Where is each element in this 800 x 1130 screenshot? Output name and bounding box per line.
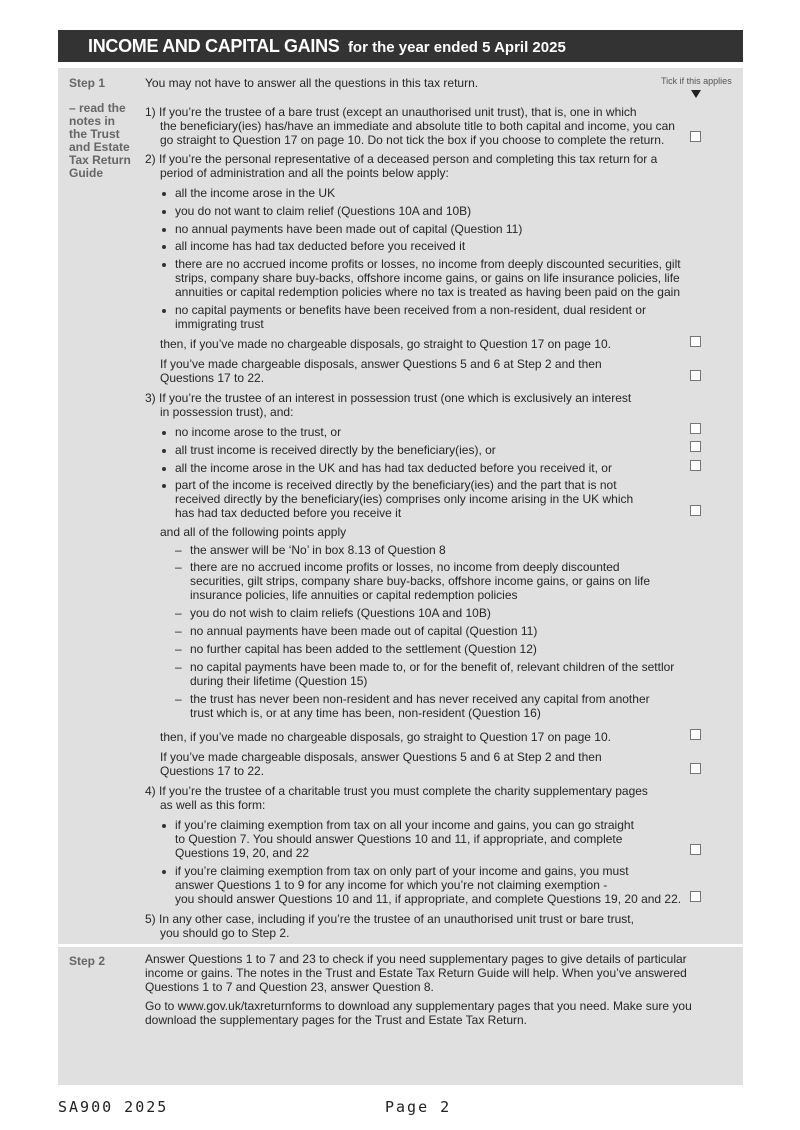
- q2-disposals-tick-box[interactable]: [690, 370, 701, 381]
- q3-bullet: no income arose to the trust, or: [175, 425, 342, 439]
- q3-and: and all of the following points apply: [160, 525, 347, 539]
- q2-text: 2) If you’re the personal representative of a deceased person and completing this tax return for a: [145, 152, 658, 166]
- q4-bullet: if you’re claiming exemption from tax on only part of your income and gains, you must: [175, 864, 629, 878]
- q5-text: 5) In any other case, including if you’re the trustee of an unauthorised unit trust or bare trust,: [145, 912, 634, 926]
- q3-dash: securities, gilt strips, company share buy-backs, offshore income gains, or gains on life: [190, 574, 650, 588]
- page-number: Page 2: [385, 1098, 452, 1116]
- step2-label: Step 2: [69, 954, 106, 968]
- bullet-icon: [162, 449, 166, 453]
- dash-icon: –: [175, 660, 182, 674]
- note-line: and Estate: [69, 140, 130, 154]
- q4-bullet: to Question 7. You should answer Questions 10 and 11, if appropriate, and complete: [175, 832, 623, 846]
- q3-dash: no further capital has been added to the settlement (Question 12): [190, 642, 537, 656]
- q3-tick-box[interactable]: [690, 423, 701, 434]
- q4-bullet: if you’re claiming exemption from tax on all your income and gains, you can go straight: [175, 818, 634, 832]
- q2-bullet: no annual payments have been made out of capital (Question 11): [175, 222, 523, 236]
- q3-if: If you’ve made chargeable disposals, answer Questions 5 and 6 at Step 2 and then: [160, 750, 602, 764]
- q3-bullet: all the income arose in the UK and has had tax deducted before you received it, or: [175, 461, 612, 475]
- bullet-icon: [162, 431, 166, 435]
- bullet-icon: [162, 210, 166, 214]
- step2-para1: Questions 1 to 7 and Question 23, answer Question 8.: [145, 980, 434, 994]
- q3-if: Questions 17 to 22.: [160, 764, 265, 778]
- q2-bullet: you do not want to claim relief (Questions 10A and 10B): [175, 204, 472, 218]
- q5-text: you should go to Step 2.: [160, 926, 290, 940]
- q1-text: go straight to Question 17 on page 10. Do not tick the box if you choose to complete the return.: [160, 133, 665, 147]
- q3-tick-box[interactable]: [690, 441, 701, 452]
- header-title: INCOME AND CAPITAL GAINS: [88, 36, 340, 56]
- q1-tick-box[interactable]: [690, 131, 701, 142]
- q3-dash: you do not wish to claim reliefs (Questions 10A and 10B): [190, 606, 491, 620]
- q2-if: Questions 17 to 22.: [160, 371, 265, 385]
- note-line: Guide: [69, 166, 104, 180]
- note-line: – read the: [69, 101, 126, 115]
- q4-bullet: you should answer Questions 10 and 11, if appropriate, and complete Questions 19, 20 and 22.: [175, 892, 682, 906]
- dash-icon: –: [175, 543, 182, 557]
- q2-bullet: all the income arose in the UK: [175, 186, 336, 200]
- q3-then: then, if you’ve made no chargeable disposals, go straight to Question 17 on page 10.: [160, 730, 611, 744]
- step1-guide-note: [69, 102, 139, 180]
- q3-dash: there are no accrued income profits or losses, no income from deeply discounted: [190, 560, 620, 574]
- bullet-icon: [162, 263, 166, 267]
- step2-para1: Answer Questions 1 to 7 and 23 to check if you need supplementary pages to give details of particular: [145, 952, 687, 966]
- q2-bullet: there are no accrued income profits or losses, no income from deeply discounted securities, gilt: [175, 257, 681, 271]
- q4-full-exemption-tick-box[interactable]: [690, 844, 701, 855]
- down-arrow-icon: [691, 90, 701, 98]
- bullet-icon: [162, 467, 166, 471]
- q3-bullet: all trust income is received directly by the beneficiary(ies), or: [175, 443, 496, 457]
- dash-icon: –: [175, 624, 182, 638]
- dash-icon: –: [175, 560, 182, 574]
- tick-column-header: Tick if this applies: [661, 76, 732, 86]
- q3-dash: the answer will be ‘No’ in box 8.13 of Question 8: [190, 543, 446, 557]
- q3-text: 3) If you’re the trustee of an interest in possession trust (one which is exclusively an interest: [145, 391, 632, 405]
- bullet-icon: [162, 870, 166, 874]
- q3-bullet: received directly by the beneficiary(ies) comprises only income arising in the UK which: [175, 492, 634, 506]
- form-code: SA900 2025: [58, 1098, 169, 1116]
- q4-text: as well as this form:: [160, 798, 266, 812]
- step2-para1: income or gains. The notes in the Trust and Estate Tax Return Guide will help. When you’ve answered: [145, 966, 687, 980]
- q3-bullet: has had tax deducted before you receive it: [175, 506, 402, 520]
- q3-bullet: part of the income is received directly by the beneficiary(ies) and the part that is not: [175, 478, 617, 492]
- dash-icon: –: [175, 642, 182, 656]
- q2-then: then, if you’ve made no chargeable disposals, go straight to Question 17 on page 10.: [160, 337, 611, 351]
- bullet-icon: [162, 484, 166, 488]
- q2-bullet: all income has had tax deducted before you received it: [175, 239, 466, 253]
- note-line: Tax Return: [69, 153, 131, 167]
- q2-bullet: annuities or capital redemption policies where no tax is treated as having been paid on the gain: [175, 285, 680, 299]
- q3-no-disposals-tick-box[interactable]: [690, 729, 701, 740]
- bullet-icon: [162, 245, 166, 249]
- step2-panel: [58, 947, 743, 1085]
- q1-text: the beneficiary(ies) has/have an immediate and absolute title to both capital and income, you can: [160, 119, 675, 133]
- q3-dash: trust which is, or at any time has been, non-resident (Question 16): [190, 706, 541, 720]
- q2-bullet: strips, company share buy-backs, offshore income gains, or gains on life insurance policies, life: [175, 271, 680, 285]
- bullet-icon: [162, 824, 166, 828]
- q3-dash: no annual payments have been made out of capital (Question 11): [190, 624, 538, 638]
- bullet-icon: [162, 192, 166, 196]
- bullet-icon: [162, 309, 166, 313]
- dash-icon: –: [175, 692, 182, 706]
- step1-label: Step 1: [69, 76, 106, 90]
- step2-para2: Go to www.gov.uk/taxreturnforms to download any supplementary pages that you need. Make sure you: [145, 999, 692, 1013]
- note-line: notes in: [69, 114, 116, 128]
- dash-icon: –: [175, 606, 182, 620]
- q2-bullet: immigrating trust: [175, 317, 264, 331]
- step1-panel: [58, 68, 743, 944]
- header-subtitle: for the year ended 5 April 2025: [347, 39, 566, 56]
- q3-dash: insurance policies, life annuities or capital redemption policies: [190, 588, 518, 602]
- bullet-icon: [162, 228, 166, 232]
- q3-dash: no capital payments have been made to, or for the benefit of, relevant children of the settlor: [190, 660, 675, 674]
- q3-dash: the trust has never been non-resident and has never received any capital from another: [190, 692, 650, 706]
- q2-if: If you’ve made chargeable disposals, answer Questions 5 and 6 at Step 2 and then: [160, 357, 602, 371]
- q3-tick-box[interactable]: [690, 460, 701, 471]
- page-header: [58, 30, 743, 62]
- q2-no-disposals-tick-box[interactable]: [690, 336, 701, 347]
- q2-bullet: no capital payments or benefits have been received from a non-resident, dual resident or: [175, 303, 646, 317]
- q3-disposals-tick-box[interactable]: [690, 763, 701, 774]
- q3-tick-box[interactable]: [690, 505, 701, 516]
- q4-partial-exemption-tick-box[interactable]: [690, 891, 701, 902]
- q1-text: 1) If you’re the trustee of a bare trust (except an unauthorised unit trust), that is, one in which: [145, 105, 637, 119]
- q3-dash: during their lifetime (Question 15): [190, 674, 368, 688]
- q4-bullet: Questions 19, 20, and 22: [175, 846, 310, 860]
- step1-intro: You may not have to answer all the questions in this tax return.: [145, 76, 479, 90]
- q4-bullet: answer Questions 1 to 9 for any income for which you’re not claiming exemption -: [175, 878, 608, 892]
- step2-para2: download the supplementary pages for the Trust and Estate Tax Return.: [145, 1013, 528, 1027]
- q4-text: 4) If you’re the trustee of a charitable trust you must complete the charity supplementary pages: [145, 784, 648, 798]
- note-line: the Trust: [69, 127, 120, 141]
- q3-text: in possession trust), and:: [160, 405, 294, 419]
- q2-text: period of administration and all the points below apply:: [160, 166, 449, 180]
